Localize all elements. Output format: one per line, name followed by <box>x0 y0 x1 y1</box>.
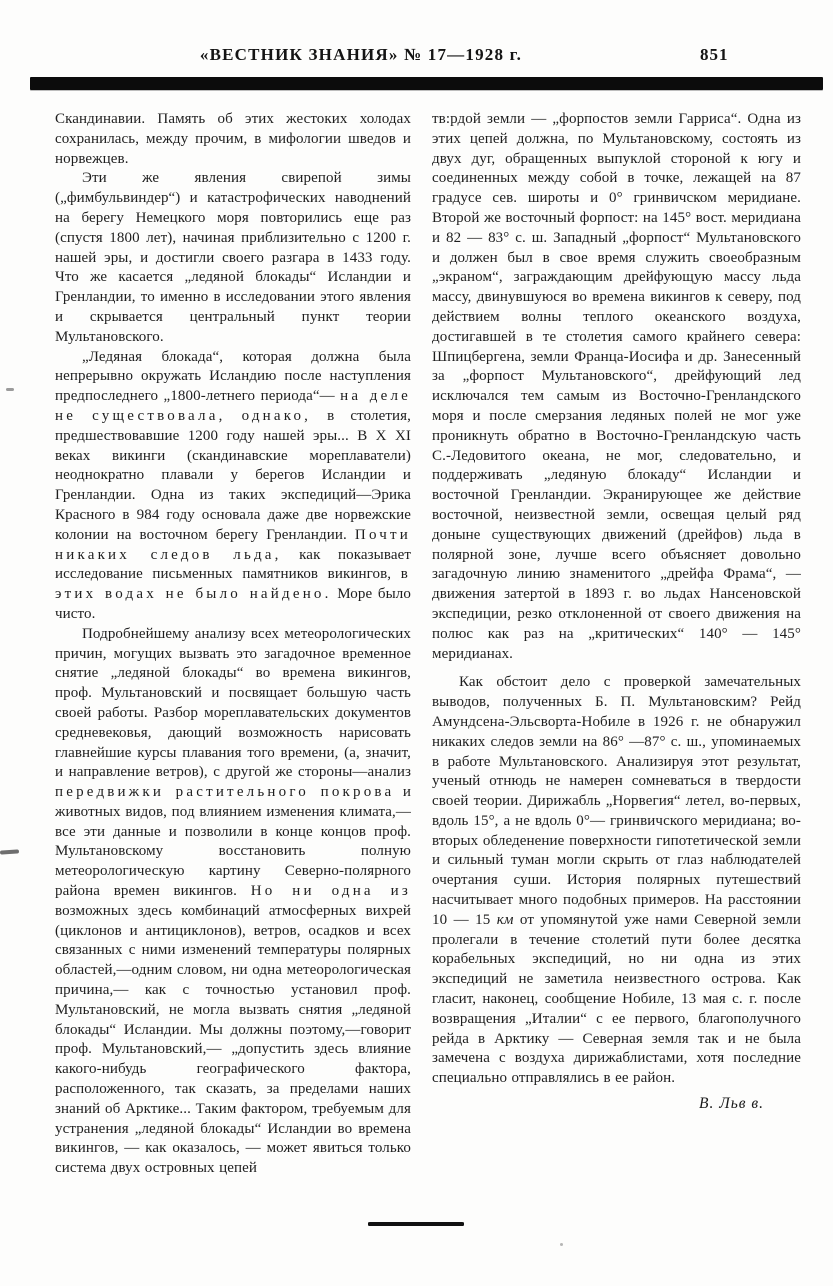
text-segment: Почти никаких следов льда, <box>55 526 411 563</box>
page-number: 851 <box>700 45 729 64</box>
text-segment: Но ни одна из <box>250 883 411 900</box>
column-right <box>432 110 801 1179</box>
text-segment: „Ледяная блокада“, которая должна была непрерывно окружать Исландию после наступления предпоследнего „1800-летнего периода“— <box>55 348 411 405</box>
text-segment: и животных видов, под влиянием изменения климата,—все эти данные и позволили в конце концов проф. Мультановскому восстановить полную метеорологическую картину Северно-полярного района времен викингов. <box>55 784 411 900</box>
scan-artifact <box>0 849 19 854</box>
text-segment: в этих водах не было найдено. <box>55 566 411 603</box>
text-columns <box>55 110 801 1179</box>
end-of-article-rule <box>368 1222 464 1226</box>
column-left <box>55 110 411 1179</box>
text-segment: как показывает исследование письменных памятников викингов, <box>55 546 411 583</box>
paragraph <box>55 625 411 1179</box>
text-segment: столетия, предшествовавшие 1200 году нашей эры... В X XI веках викинги (скандинавские мореплаватели) неоднократно плавали у берегов Исландии и Гренландии. Одна из таких экспедиций—Эрика Красного в 984 году основала даже две норвежские колонии на восточном берегу Гренландии. <box>55 407 412 543</box>
scan-artifact <box>6 388 14 391</box>
journal-title: «ВЕСТНИК ЗНАНИЯ» № 17—1928 г. <box>199 45 523 64</box>
header-rule <box>30 77 823 90</box>
text-segment: тв:рдой земли — „форпостов земли Гарриса“. Одна из этих цепей должна, по Мультановскому, состоять из двух дуг, обращенных выпуклой стороной к югу и соединенных между собой в точке, лежащей на 87 градусе сев. широты и 0° гринвичском меридиане. Второй же восточный форпост: на 145° вост. меридиана и 82 — 83° с. ш. Западный „форпост“ Мультановского и должен был в свое время служить своеобразным „экраном“, заграждающим дрейфующую массу льда массу, двинувшуюся во времена викингов к северу, под действием волны теплого океанского воздуха, достигавшей в те столетия самого крайнего севера: Шпицбергена, земли Франца-Иосифа и др. Занесенный за „форпост Мультановского“, дрейфующий лед исключался тем самым из Восточно-Гренландского моря и после смерзания ледяных полей не мог уже проникнуть обратно в Восточно-Гренландскую часть С.-Ледовитого океана, не мог, следовательно, и поддерживать „ледяную блокаду“ Исландии и восточной Гренландии. Экранирующее же действие восточной, неизвестной земли, освещая целый ряд доныне существующих движений (дрейфов) льда в полярной зоне, лучше всего объясняет довольно загадочную линию знаменитого „дрейфа Фрама“, — движения затертой в 1893 г. во льдах Нансеновской экспедиции, резко отклоненной от своего движения на полюс как раз на „критических“ 140° — 145° меридианах. <box>432 111 801 662</box>
paragraph <box>432 673 801 1089</box>
paragraph <box>55 348 411 625</box>
text-segment: Как обстоит дело с проверкой замечательных выводов, полученных Б. П. Мультановским? Рейд Амундсена-Эльсворта-Нобиле в 1926 г. не обнаружил никаких следов земли на 86° —87° с. ш., упоминаемых в работе Мультановского. Анализируя этот результат, ученый отнюдь не намерен сомневаться в твердости своей теории. Дирижабль „Норвегия“ летел, во-первых, вдоль 15°, а не вдоль 0°— гринвичского меридиана; во-вторых обледенение поверхности гипотетической земли и сильный туман могли скрыть от глаз наблюдателей очертания суши. История полярных путешествий насчитывает много подобных примеров. На расстоянии 10 — 15 <box>432 674 801 928</box>
paragraph <box>432 110 801 664</box>
text-segment: на деле не существовала, однако, в <box>55 388 411 424</box>
text-segment: Море было чисто. <box>55 586 411 622</box>
paragraph <box>55 110 411 169</box>
text-segment: Скандинавии. Память об этих жестоких холодах сохранилась, между прочим, в мифологии шведов и норвежцев. <box>55 111 411 167</box>
scan-artifact <box>560 1243 563 1246</box>
text-segment: км <box>496 911 514 928</box>
text-segment: Подробнейшему анализу всех метеорологических причин, могущих вызвать это загадочное временное снятие „ледяной блокады“ во времена викингов, проф. Мультановский и посвящает большую часть своей работы. Разбор мореплавательских документов средневековья, дающий возможность нарисовать главнейшие курсы плавания того времени, (а, значит, и направление ветров), с другой же стороны—анализ <box>55 625 411 781</box>
author-signature: В. Льв в. <box>699 1095 764 1113</box>
text-segment: передвижки растительного покрова <box>55 784 395 801</box>
text-segment: от упомянутой уже нами Северной земли пролегали в течение столетий пути более десятка корабельных экспедиций, но ни одна из этих экспедиций не заметила неизвестного острова. Как гласит, наконец, сообщение Нобиле, 13 мая с. г. после возвращения „Италии“ с ее первого, благополучного рейда в Арктику — Северная земля так и не была замечена с воздуха дирижаблистами, хотя последние специально отправлялись в ее район. <box>432 911 801 1087</box>
paragraph <box>55 169 411 347</box>
text-segment: Эти же явления свирепой зимы („фимбульвиндер“) и катастрофических наводнений на берегу Немецкого моря повторились еще раз (спустя 1800 лет), начиная приблизительно с 1200 г. нашей эры, и достигли своего разгара в 1433 году. Что же касается „ледяной блокады“ Исландии и Гренландии, то именно в исследовании этого явления и скрывается центральный пункт теории Мультановского. <box>55 170 411 345</box>
text-segment: возможных здесь комбинаций атмосферных вихрей (циклонов и антициклонов), ветров, осадков и всех связанных с ними изменений температуры полярных областей,—одним словом, ни одна метеорологическая причина,— как с точностью установил проф. Мультановский, не могла вызвать снятия „ледяной блокады“ Исландии. Мы должны поэтому,—говорит проф. Мультановский,— „допустить здесь влияние какого-нибудь географического фактора, расположенного, так сказать, за пределами наших знаний об Арктике... Таким фактором, требуемым для устранения „ледяной блокады“ Исландии во времена викингов, — как оказалось, — может явиться только система двух островных цепей <box>55 902 411 1177</box>
